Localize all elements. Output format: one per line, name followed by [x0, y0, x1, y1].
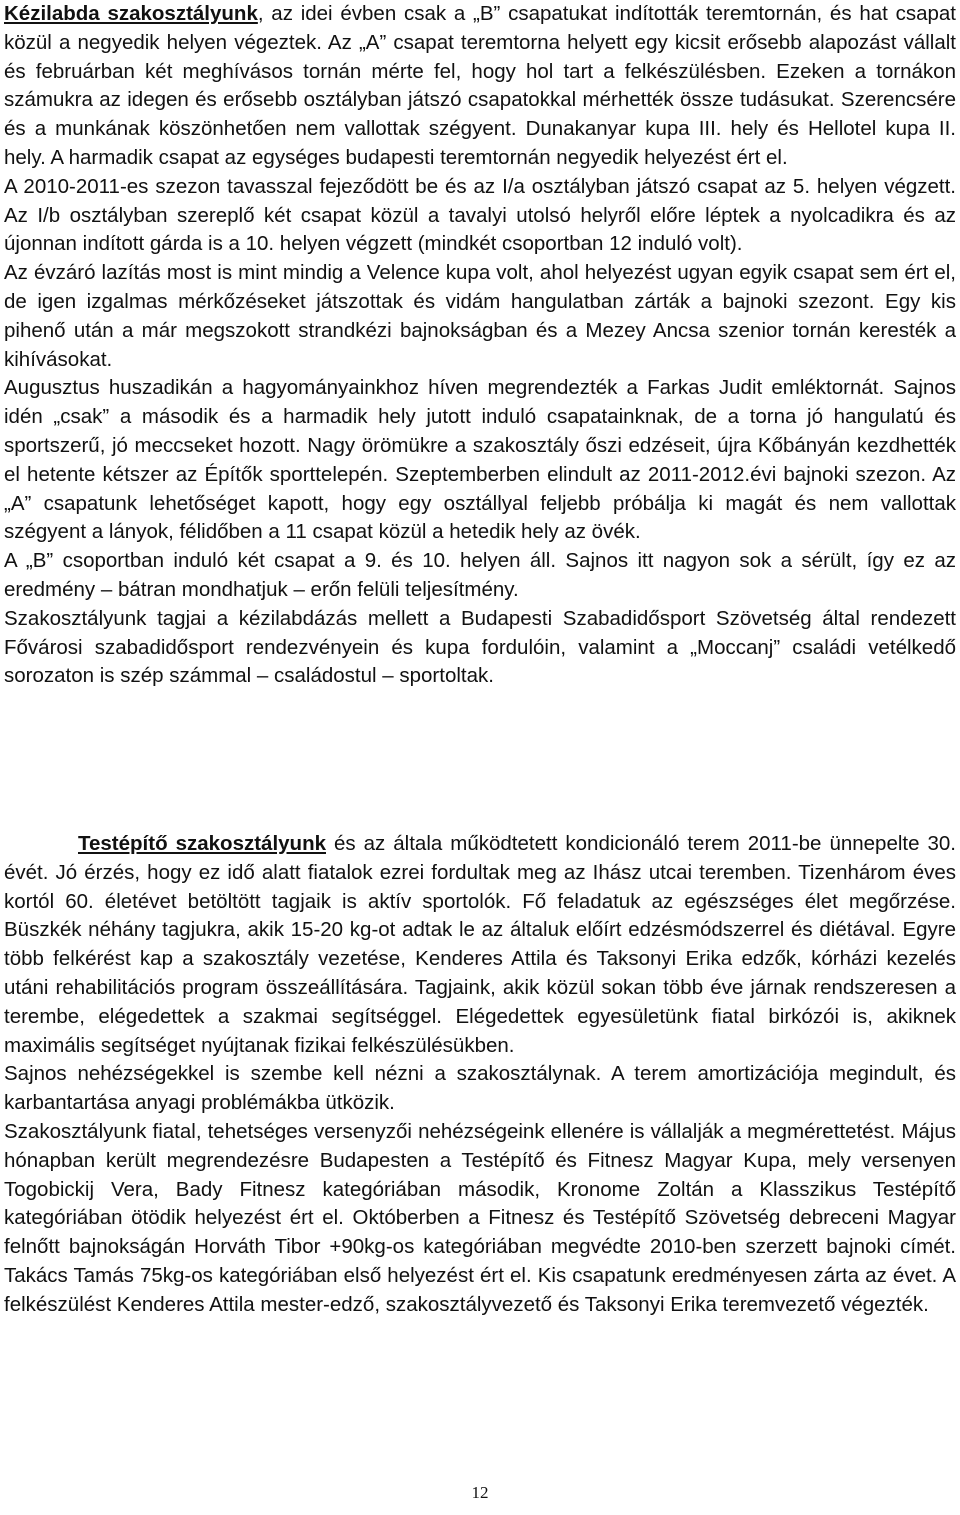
handball-section — [4, 0, 956, 691]
bodybuilding-heading: Testépítő szakosztályunk — [78, 832, 326, 855]
handball-paragraph-1-text: , az idei évben csak a „B” csapatukat indították teremtornán, és hat csapat közül a negyedik helyen végeztek. Az „A” csapat teremtorna helyett egy kicsit erősebb alapozást vállalt és februárban két meghívásos tornán mérte fel, hogy hol tart a felkészülésben. Ezeken a tornákon számukra az idegen és erősebb osztályban játszó csapatokkal mérhették össze tudásukat. Szerencsére és a munkának köszönhetően nem vallottak szégyent. Dunakanyar kupa III. hely és Hellotel kupa II. hely. A harmadik csapat az egységes budapesti teremtornán negyedik helyezést ért el. — [4, 2, 956, 169]
page-number: 12 — [471, 1483, 489, 1502]
handball-paragraph-6: Szakosztályunk tagjai a kézilabdázás mellett a Budapesti Szabadidősport Szövetség által rendezett Fővárosi szabadidősport rendezvényein és kupa fordulóin, valamint a „Moccanj” családi vetélkedő sorozaton is szép számmal – családostul – sportoltak. — [4, 606, 956, 688]
handball-paragraph-3: Az évzáró lazítás most is mint mindig a Velence kupa volt, ahol helyezést ugyan egyik csapat sem ért el, de igen izgalmas mérkőzéseket játszottak és vidám hangulatban zárták a bajnoki szezont. Egy kis pihenő után a már megszokott strandkézi bajnokságban és a Mezey Ancsa szenior tornán keresték a kihívásokat. — [4, 261, 956, 371]
bodybuilding-section — [4, 830, 956, 1320]
bodybuilding-paragraph-1-text: és az általa működtetett kondicionáló terem 2011-be ünnepelte 30. évét. Jó érzés, hogy ez idő alatt fiatalok ezrei fordultak meg az Ihász utcai teremben. Tizenhárom éves kortól 60. életévet betöltött tagjaik is aktív sportolók. Fő feladatuk az egészséges élet megőrzése. Büszkék néhány tagjukra, akik 15-20 kg-ot adtak le az általuk előírt edzésmódszerrel és diétával. Egyre több felkérést kap a szakosztály vezetése, Kenderes Attila és Taksonyi Erika edzők, kórházi kezelés utáni rehabilitációs program összeállítására. Tagjaink, akik közül sokan több éve járnak rendszeresen a terembe, elégedettek a szakmai segítséggel. Elégedettek egyesületünk fiatal birkózói is, akiknek maximális segítséget nyújtanak fizikai felkészülésükben. — [4, 832, 956, 1057]
handball-paragraph-5: A „B” csoportban induló két csapat a 9. és 10. helyen áll. Sajnos itt nagyon sok a sérült, így ez az eredmény – bátran mondhatjuk – erőn felüli teljesítmény. — [4, 549, 956, 601]
bodybuilding-paragraph-2: Sajnos nehézségekkel is szembe kell nézni a szakosztálynak. A terem amortizációja megindult, és karbantartása anyagi problémákba ütközik. — [4, 1062, 956, 1115]
handball-paragraph-4: Augusztus huszadikán a hagyományainkhoz híven megrendezték a Farkas Judit emléktornát. Sajnos idén „csak” a második és a harmadik hely jutott induló csapatainknak, de a torna jó hangulatú és sportszerű, jó meccseket hozott. Nagy örömükre a szakosztály őszi edzéseit, újra Kőbányán kezdhették el hetente kétszer az Építők sporttelepén. Szeptemberben elindult az 2011-2012.évi bajnoki szezon. Az „A” csapatunk lehetőséget kapott, hogy egy osztállyal feljebb próbálja ki magát és nem vallottak szégyent a lányok, félidőben a 11 csapat közül a hetedik hely az övék. — [4, 376, 956, 544]
bodybuilding-paragraph-3: Szakosztályunk fiatal, tehetséges versenyzői nehézségeink ellenére is vállalják a megmérettetést. Május hónapban került megrendezésre Budapesten a Testépítő és Fitnesz Magyar Kupa, mely versenyen Togobickij Vera, Bady Fitnesz kategóriában második, Kronome Zoltán a Klasszikus Testépítő kategóriában ötödik helyezést ért el. Októberben a Fitnesz és Testépítő Szövetség debreceni Magyar felnőtt bajnokságán Horváth Tibor +90kg-os kategóriában megvédte 2010-ben szerzett bajnoki címét. Takács Tamás 75kg-os kategóriában első helyezést ért el. Kis csapatunk eredményesen zárta az évet. A felkészülést Kenderes Attila mester-edző, szakosztályvezető és Taksonyi Erika teremvezető végezték. — [4, 1119, 956, 1316]
handball-paragraph-2: A 2010-2011-es szezon tavasszal fejeződött be és az I/a osztályban játszó csapat az 5. helyen végzett. Az I/b osztályban szereplő két csapat közül a tavalyi utolsó helyről előre léptek a nyolcadikra és az újonnan indított gárda is a 10. helyen végzett (mindkét csoportban 12 induló volt). — [4, 174, 956, 256]
handball-heading: Kézilabda szakosztályunk — [4, 2, 258, 25]
handball-paragraph-1 — [4, 0, 956, 173]
bodybuilding-paragraph-1 — [4, 830, 956, 1060]
